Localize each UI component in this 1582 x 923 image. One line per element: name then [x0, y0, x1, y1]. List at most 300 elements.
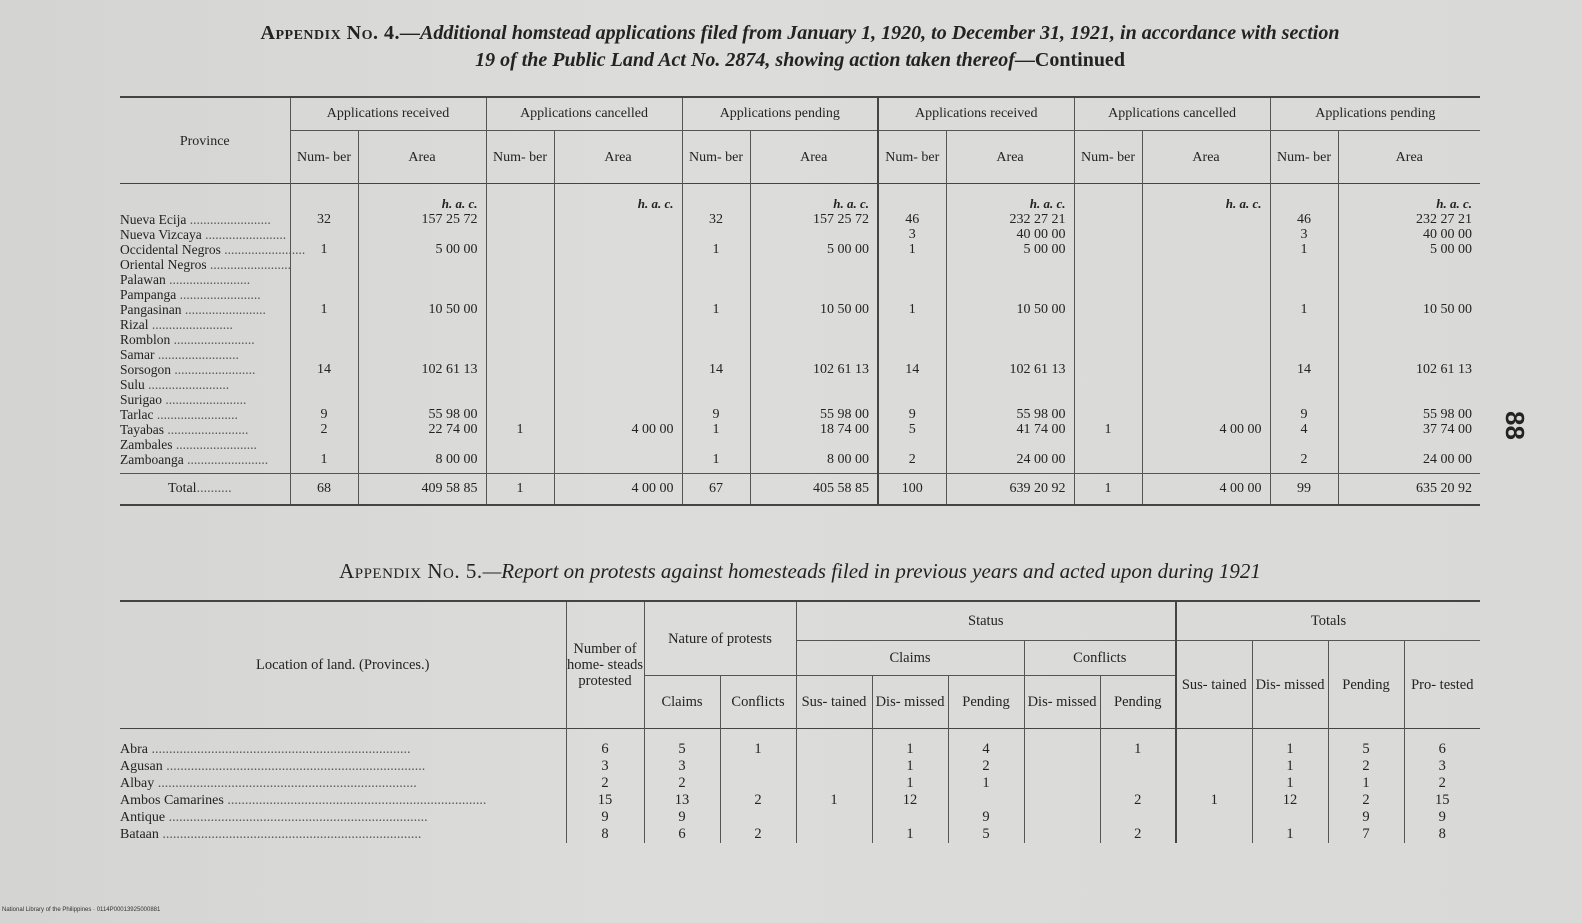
nature-conflicts-header: Conflicts [720, 676, 796, 729]
area-cell: 8 00 00 [750, 452, 878, 467]
number-cell: 5 [878, 422, 946, 437]
number-cell: 14 [1270, 362, 1338, 377]
province-label: Nueva Ecija [120, 212, 187, 227]
value-cell: 2 [644, 775, 720, 792]
number-header: Num- ber [1074, 131, 1142, 184]
value-cell: 1 [872, 826, 948, 843]
location-name: Bataan .......................................................................... [120, 827, 422, 842]
value-cell: 2 [1404, 775, 1480, 792]
province-name: Tayabas ........................ [120, 422, 249, 437]
unit-label: h. a. c. [554, 184, 682, 213]
number-cell [878, 317, 946, 332]
page-number: 88 [1499, 411, 1530, 440]
number-cell [1074, 392, 1142, 407]
area-cell: 40 00 00 [946, 227, 1074, 242]
area-cell [1338, 272, 1480, 287]
area-cell: 10 50 00 [1338, 302, 1480, 317]
area-cell [554, 452, 682, 467]
number-cell [290, 272, 358, 287]
status-conflicts-header: Conflicts [1024, 641, 1176, 676]
value-cell: 1 [872, 741, 948, 758]
total-number-cell: 68 [290, 474, 358, 506]
value-cell: 2 [1328, 758, 1404, 775]
total-label: Total.......... [120, 474, 290, 506]
number-cell: 14 [290, 362, 358, 377]
area-cell [750, 437, 878, 452]
area-cell: 10 50 00 [358, 302, 486, 317]
area-cell [554, 317, 682, 332]
value-cell: 1 [720, 741, 796, 758]
number-cell: 9 [878, 407, 946, 422]
table-row [120, 452, 1480, 467]
number-cell: 9 [682, 407, 750, 422]
area-cell [1142, 287, 1270, 302]
value-cell [1176, 758, 1252, 775]
area-cell [750, 317, 878, 332]
province-name: Oriental Negros ........................ [120, 257, 291, 272]
table-row [120, 257, 1480, 272]
unit-label: h. a. c. [1142, 184, 1270, 213]
number-cell [486, 332, 554, 347]
location-label: Antique [120, 810, 166, 825]
area-cell: 24 00 00 [946, 452, 1074, 467]
value-cell [1024, 775, 1100, 792]
table-row [120, 287, 1480, 302]
value-cell: 3 [566, 758, 644, 775]
total-area-cell: 405 58 85 [750, 474, 878, 506]
value-cell [1024, 809, 1100, 826]
area-cell: 55 98 00 [358, 407, 486, 422]
number-cell [290, 287, 358, 302]
area-cell: 5 00 00 [750, 242, 878, 257]
area-cell [1142, 437, 1270, 452]
value-cell: 9 [644, 809, 720, 826]
claims-sustained-header: Sus- tained [796, 676, 872, 729]
number-cell: 1 [878, 242, 946, 257]
number-cell [878, 272, 946, 287]
table-row [120, 758, 1480, 775]
area-cell [946, 437, 1074, 452]
province-label: Romblon [120, 332, 171, 347]
area-cell: 40 00 00 [1338, 227, 1480, 242]
number-cell [1074, 437, 1142, 452]
number-cell [486, 362, 554, 377]
number-cell [290, 317, 358, 332]
area-cell [358, 377, 486, 392]
area-cell [358, 227, 486, 242]
number-cell: 1 [1270, 302, 1338, 317]
province-label: Oriental Negros [120, 257, 207, 272]
group-header: Applications cancelled [1074, 97, 1270, 131]
province-name: Palawan ........................ [120, 272, 251, 287]
province-name: Tarlac ........................ [120, 407, 238, 422]
area-cell: 102 61 13 [358, 362, 486, 377]
number-cell: 2 [878, 452, 946, 467]
area-cell: 55 98 00 [1338, 407, 1480, 422]
value-cell: 2 [566, 775, 644, 792]
value-cell [796, 741, 872, 758]
number-cell [1074, 362, 1142, 377]
number-cell [1074, 227, 1142, 242]
number-cell [1074, 377, 1142, 392]
col-totals-header: Totals [1176, 601, 1480, 641]
col-nature-header: Nature of protests [644, 601, 796, 676]
area-cell: 157 25 72 [750, 212, 878, 227]
value-cell [720, 775, 796, 792]
province-name: Romblon ........................ [120, 332, 255, 347]
total-number-cell: 100 [878, 474, 946, 506]
table-row [120, 792, 1480, 809]
number-cell [290, 392, 358, 407]
area-cell: 24 00 00 [1338, 452, 1480, 467]
province-label: Occidental Negros [120, 242, 221, 257]
area-cell [1338, 347, 1480, 362]
area-cell [1142, 347, 1270, 362]
value-cell: 9 [1404, 809, 1480, 826]
total-area-cell: 4 00 00 [554, 474, 682, 506]
area-cell: 232 27 21 [946, 212, 1074, 227]
number-cell [682, 332, 750, 347]
number-cell [878, 347, 946, 362]
area-cell [750, 377, 878, 392]
province-label: Nueva Vizcaya [120, 227, 202, 242]
value-cell: 1 [872, 775, 948, 792]
area-cell [358, 317, 486, 332]
number-cell [1074, 407, 1142, 422]
number-cell [1270, 332, 1338, 347]
number-cell: 9 [290, 407, 358, 422]
appendix5-title-text: —Report on protests against homesteads filed in previous years and acted upon during 1921 [482, 559, 1261, 583]
value-cell: 1 [1252, 758, 1328, 775]
area-cell: 37 74 00 [1338, 422, 1480, 437]
number-cell [682, 317, 750, 332]
number-cell [878, 437, 946, 452]
number-cell [290, 347, 358, 362]
area-cell [946, 257, 1074, 272]
table-row [120, 242, 1480, 257]
number-header: Num- ber [486, 131, 554, 184]
appendix4-label: Appendix No. 4. [260, 22, 401, 44]
number-cell [682, 287, 750, 302]
number-cell: 1 [682, 242, 750, 257]
area-header: Area [946, 131, 1074, 184]
location-label: Abra [120, 742, 148, 757]
number-cell [290, 257, 358, 272]
location-name: Agusan .......................................................................... [120, 759, 426, 774]
number-cell: 32 [682, 212, 750, 227]
table-row [120, 407, 1480, 422]
area-cell [358, 332, 486, 347]
number-cell: 1 [682, 422, 750, 437]
area-cell [1338, 257, 1480, 272]
value-cell: 7 [1328, 826, 1404, 843]
total-number-cell: 1 [1074, 474, 1142, 506]
number-cell: 4 [1270, 422, 1338, 437]
province-label: Surigao [120, 392, 162, 407]
number-cell [1270, 257, 1338, 272]
area-cell [1142, 317, 1270, 332]
unit-label: h. a. c. [1338, 184, 1480, 213]
area-cell [1142, 242, 1270, 257]
area-cell [1142, 227, 1270, 242]
number-cell [290, 332, 358, 347]
province-name: Zambales ........................ [120, 437, 257, 452]
value-cell [872, 809, 948, 826]
area-cell: 5 00 00 [358, 242, 486, 257]
area-cell [1338, 437, 1480, 452]
area-cell [1142, 272, 1270, 287]
area-cell [1338, 287, 1480, 302]
value-cell: 4 [948, 741, 1024, 758]
area-cell: 10 50 00 [750, 302, 878, 317]
province-name: Pangasinan ........................ [120, 302, 266, 317]
value-cell [1024, 826, 1100, 843]
area-cell: 18 74 00 [750, 422, 878, 437]
province-name: Occidental Negros ........................ [120, 242, 306, 257]
number-cell: 1 [1074, 422, 1142, 437]
number-cell: 9 [1270, 407, 1338, 422]
number-cell: 1 [290, 452, 358, 467]
value-cell: 2 [1328, 792, 1404, 809]
area-cell [1142, 332, 1270, 347]
appendix4-title-line2: 19 of the Public Land Act No. 2874, showing action taken thereof [475, 49, 1015, 71]
province-label: Pampanga [120, 287, 177, 302]
area-cell [1142, 407, 1270, 422]
area-cell [1338, 377, 1480, 392]
status-claims-header: Claims [796, 641, 1024, 676]
area-cell [554, 272, 682, 287]
value-cell [1176, 826, 1252, 843]
table-row [120, 826, 1480, 843]
value-cell: 1 [948, 775, 1024, 792]
value-cell: 2 [720, 826, 796, 843]
value-cell [1252, 809, 1328, 826]
appendix4-title-line1: —Additional homstead applications filed from January 1, 1920, to December 31, 1921, in accordance with section [400, 22, 1340, 44]
number-cell [682, 392, 750, 407]
value-cell: 1 [1328, 775, 1404, 792]
area-cell [554, 242, 682, 257]
table-row [120, 362, 1480, 377]
table-row [120, 272, 1480, 287]
value-cell [796, 775, 872, 792]
location-name: Albay .......................................................................... [120, 776, 417, 791]
value-cell [720, 809, 796, 826]
area-cell [750, 227, 878, 242]
area-cell [554, 302, 682, 317]
table-row [120, 332, 1480, 347]
value-cell: 5 [644, 741, 720, 758]
number-cell [486, 437, 554, 452]
province-name: Zamboanga ........................ [120, 452, 269, 467]
number-cell [1074, 347, 1142, 362]
area-cell [1142, 392, 1270, 407]
area-cell [750, 392, 878, 407]
province-label: Sulu [120, 377, 145, 392]
total-label-text: Total [168, 481, 197, 496]
number-cell [486, 257, 554, 272]
value-cell: 9 [1328, 809, 1404, 826]
number-cell [682, 437, 750, 452]
total-number-cell: 1 [486, 474, 554, 506]
value-cell: 2 [720, 792, 796, 809]
province-label: Sorsogon [120, 362, 172, 377]
number-cell [486, 407, 554, 422]
number-cell [1074, 287, 1142, 302]
value-cell [1024, 792, 1100, 809]
area-cell [750, 332, 878, 347]
group-header: Applications received [290, 97, 486, 131]
area-header: Area [1338, 131, 1480, 184]
total-area-cell: 4 00 00 [1142, 474, 1270, 506]
value-cell: 2 [1100, 792, 1176, 809]
totals-protested-header: Pro- tested [1404, 641, 1480, 729]
value-cell [1176, 809, 1252, 826]
area-cell [946, 332, 1074, 347]
number-cell [486, 242, 554, 257]
number-cell [878, 377, 946, 392]
number-cell [486, 392, 554, 407]
number-header: Num- ber [682, 131, 750, 184]
number-cell [486, 377, 554, 392]
value-cell: 1 [1252, 826, 1328, 843]
number-cell: 14 [878, 362, 946, 377]
number-cell: 2 [290, 422, 358, 437]
value-cell: 8 [1404, 826, 1480, 843]
value-cell: 1 [1252, 741, 1328, 758]
area-cell [1142, 377, 1270, 392]
area-cell [358, 272, 486, 287]
table-row [120, 437, 1480, 452]
area-cell [1142, 302, 1270, 317]
totals-sustained-header: Sus- tained [1176, 641, 1252, 729]
number-cell: 2 [1270, 452, 1338, 467]
number-cell [682, 257, 750, 272]
area-cell: 8 00 00 [358, 452, 486, 467]
number-header: Num- ber [878, 131, 946, 184]
area-cell: 232 27 21 [1338, 212, 1480, 227]
col-location-header: Location of land. (Provinces.) [255, 657, 430, 673]
area-cell: 5 00 00 [946, 242, 1074, 257]
number-cell [290, 437, 358, 452]
location-name: Antique .......................................................................... [120, 810, 428, 825]
number-cell [1270, 272, 1338, 287]
number-cell: 3 [1270, 227, 1338, 242]
number-cell [486, 317, 554, 332]
area-cell [554, 362, 682, 377]
province-name: Rizal ........................ [120, 317, 233, 332]
number-cell [1074, 212, 1142, 227]
number-cell [486, 287, 554, 302]
province-label: Pangasinan [120, 302, 182, 317]
value-cell [1024, 741, 1100, 758]
location-label: Albay [120, 776, 155, 791]
number-cell [1270, 317, 1338, 332]
totals-pending-header: Pending [1328, 641, 1404, 729]
appendix5-title [120, 558, 1480, 585]
value-cell: 6 [566, 741, 644, 758]
area-cell: 157 25 72 [358, 212, 486, 227]
value-cell: 13 [644, 792, 720, 809]
area-cell: 5 00 00 [1338, 242, 1480, 257]
area-cell [1142, 452, 1270, 467]
number-cell [878, 257, 946, 272]
value-cell: 15 [1404, 792, 1480, 809]
area-header: Area [358, 131, 486, 184]
province-label: Zamboanga [120, 452, 184, 467]
area-cell: 55 98 00 [750, 407, 878, 422]
province-label: Tarlac [120, 407, 154, 422]
area-cell: 41 74 00 [946, 422, 1074, 437]
area-header: Area [750, 131, 878, 184]
number-cell [1074, 272, 1142, 287]
number-cell [1270, 287, 1338, 302]
province-name: Samar ........................ [120, 347, 239, 362]
scan-footer: National Library of the Philippines · 0114P00013925000881 [2, 907, 161, 913]
area-cell [946, 317, 1074, 332]
number-cell [1074, 302, 1142, 317]
appendix5-table [120, 600, 1480, 843]
unit-label: h. a. c. [946, 184, 1074, 213]
location-label: Agusan [120, 759, 163, 774]
area-cell: 22 74 00 [358, 422, 486, 437]
number-cell [878, 392, 946, 407]
area-cell [1142, 212, 1270, 227]
area-cell [358, 287, 486, 302]
number-cell [1074, 332, 1142, 347]
total-area-cell: 635 20 92 [1338, 474, 1480, 506]
area-cell [554, 437, 682, 452]
group-header: Applications received [878, 97, 1074, 131]
table-row [120, 422, 1480, 437]
location-name: Abra .......................................................................... [120, 742, 411, 757]
appendix5-label: Appendix No. 5. [339, 559, 483, 583]
table-row [120, 347, 1480, 362]
area-cell [1142, 257, 1270, 272]
area-cell [554, 407, 682, 422]
col-province-header: Province [179, 134, 230, 149]
area-cell [358, 437, 486, 452]
area-header: Area [1142, 131, 1270, 184]
province-name: Sulu ........................ [120, 377, 230, 392]
unit-row [120, 184, 1480, 213]
area-cell [554, 257, 682, 272]
location-label: Bataan [120, 827, 159, 842]
value-cell [720, 758, 796, 775]
area-cell [750, 347, 878, 362]
area-cell [554, 212, 682, 227]
number-cell: 32 [290, 212, 358, 227]
number-cell: 1 [1270, 242, 1338, 257]
value-cell [1176, 775, 1252, 792]
table-row [120, 809, 1480, 826]
number-cell [682, 272, 750, 287]
area-cell: 10 50 00 [946, 302, 1074, 317]
area-cell [946, 392, 1074, 407]
area-cell [358, 257, 486, 272]
province-name: Nueva Ecija ........................ [120, 212, 271, 227]
area-cell [554, 227, 682, 242]
group-header: Applications cancelled [486, 97, 682, 131]
value-cell: 9 [566, 809, 644, 826]
table-row [120, 317, 1480, 332]
number-cell [486, 452, 554, 467]
area-cell [750, 272, 878, 287]
area-cell [946, 347, 1074, 362]
number-cell [290, 227, 358, 242]
value-cell [1100, 809, 1176, 826]
province-name: Surigao ........................ [120, 392, 247, 407]
area-cell [1142, 362, 1270, 377]
